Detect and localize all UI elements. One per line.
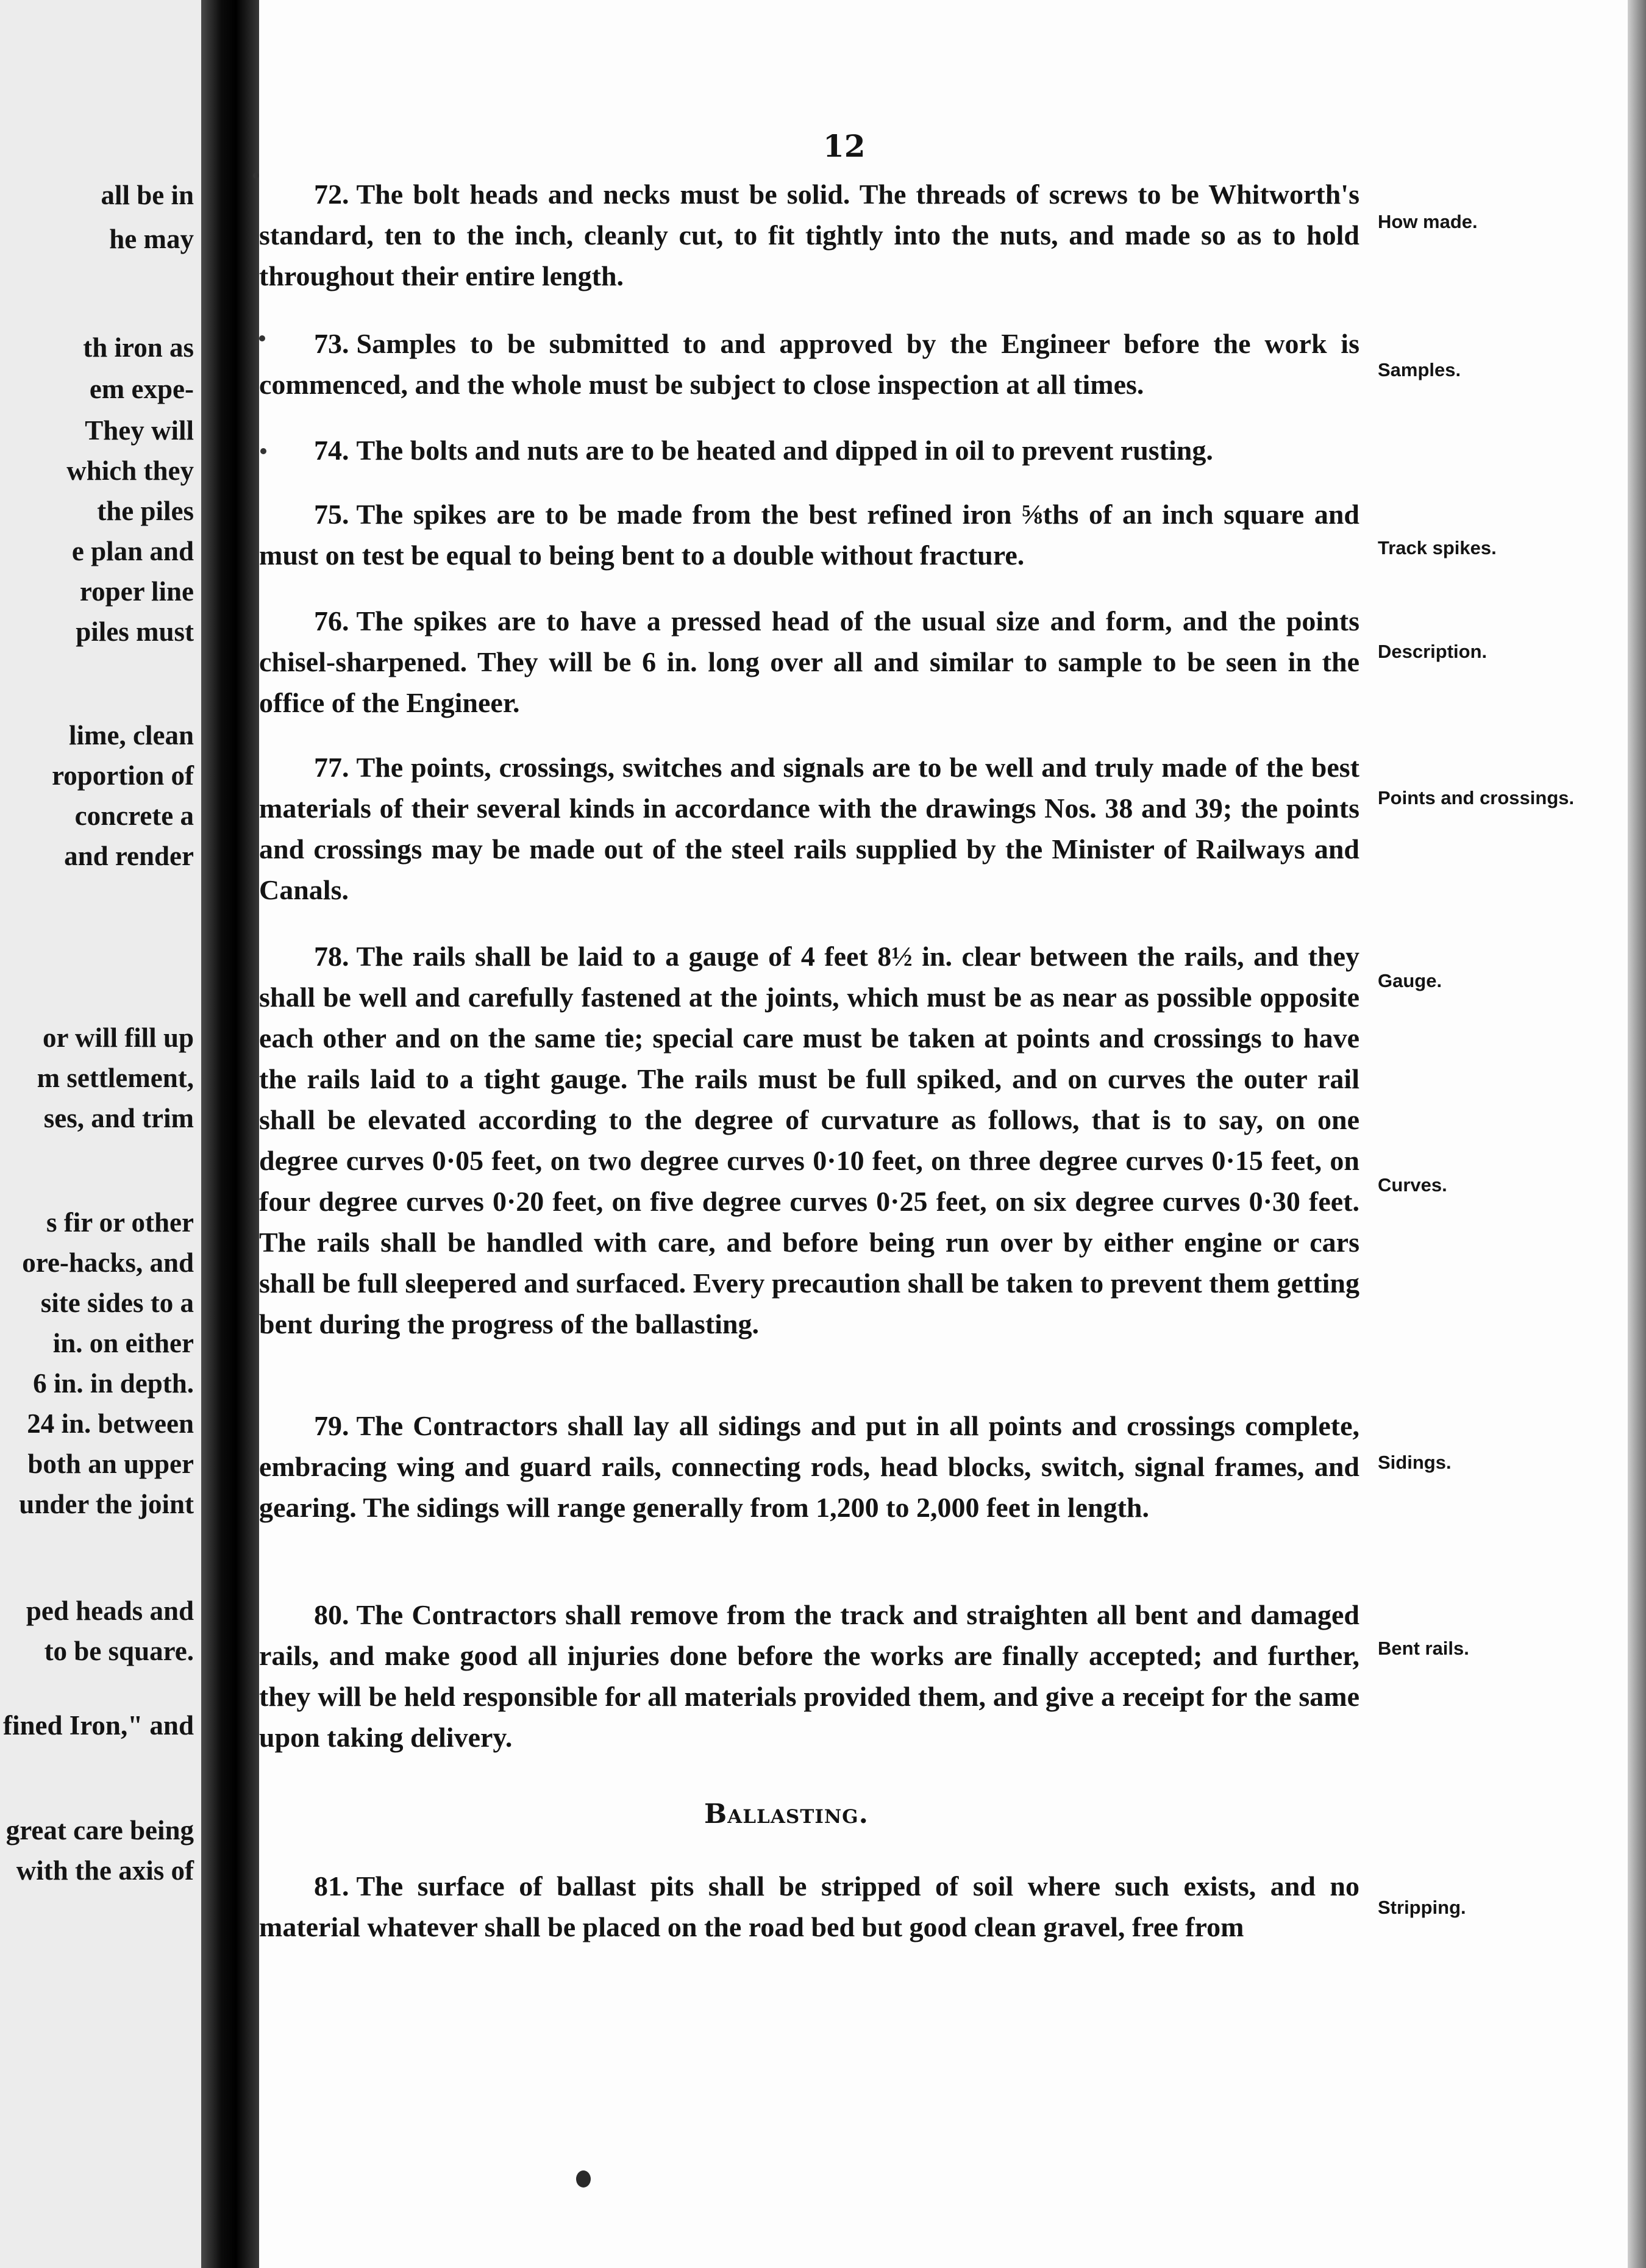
paragraph-text: The rails shall be laid to a gauge of 4 feet 8½ in. clear between the rails, and they shall be well and carefully fastened at the joints, which must be as near as possible opposite each other and on the same tie; special care must be taken at points and crossings to have the rails laid to a tight gauge. The rails must be full spiked, and on curves the outer rail shall be elevated according to the degree of curvature as follows, that is to say, on one degree curves 0·05 feet, on two degree curves 0·10 feet, on three degree curves 0·15 feet, on four degree curves 0·20 feet, on five degree curves 0·25 feet, on six degree curves 0·30 feet. The rails shall be handled with care, and before being run over by either engine or cars shall be full sleepered and surfaced. Every precaution shall be taken to prevent them getting bent during the progress of the ballasting. (259, 941, 1359, 1339)
left-page-line: to be square. (44, 1636, 194, 1666)
paragraph-number: 72. (314, 179, 349, 210)
left-page-line: th iron as (83, 332, 194, 363)
section-heading: Ballasting. (704, 1799, 869, 1830)
paragraph-75 (259, 494, 1359, 576)
left-page-line: with the axis of (16, 1855, 194, 1886)
left-page-line: roportion of (52, 760, 194, 791)
page-number: 12 (823, 128, 866, 164)
paragraph-text: The spikes are to have a pressed head of the usual size and form, and the points chisel-sharpened. They will be 6 in. long over all and similar to sample to be seen in the office of the Engineer. (259, 605, 1359, 718)
side-note: Gauge. (1378, 970, 1442, 991)
paragraph-number: 78. (314, 941, 349, 972)
left-page-line: ore-hacks, and (22, 1247, 194, 1278)
left-page-line: They will (85, 415, 194, 446)
paragraph-number: 74. (314, 435, 349, 466)
ink-blot (576, 2170, 591, 2188)
paragraph-text: The bolts and nuts are to be heated and dipped in oil to prevent rusting. (356, 435, 1213, 466)
left-page-line: lime, clean (69, 720, 194, 751)
right-page (259, 0, 1628, 2268)
paragraph-number: 76. (314, 605, 349, 637)
paragraph-76 (259, 601, 1359, 723)
paragraph-number: 80. (314, 1599, 349, 1630)
left-page-line: all be in (101, 180, 194, 210)
left-page-line: piles must (76, 616, 194, 647)
side-note: Description. (1378, 641, 1487, 662)
paragraph-number: 79. (314, 1410, 349, 1441)
paragraph-number: 73. (314, 328, 349, 359)
left-page-line: site sides to a (40, 1288, 194, 1318)
left-page-line: which they (66, 455, 194, 486)
side-note: How made. (1378, 211, 1478, 232)
left-page-line: under the joint (19, 1489, 194, 1519)
left-page-line: both an upper (27, 1449, 194, 1479)
paragraph-80 (259, 1594, 1359, 1758)
left-page-line: 24 in. between (27, 1408, 194, 1439)
paragraph-text: The surface of ballast pits shall be stripped of soil where such exists, and no material whatever shall be placed on the road bed but good clean gravel, free from (259, 1870, 1359, 1942)
left-page-line: 6 in. in depth. (33, 1368, 194, 1399)
paragraph-text: The points, crossings, switches and signals are to be well and truly made of the best materials of their several kinds in accordance with the drawings Nos. 38 and 39; the points and crossings may be made out of the steel rails supplied by the Minister of Railways and Canals. (259, 752, 1359, 905)
left-page-line: ped heads and (26, 1596, 194, 1626)
side-note: Points and crossings. (1378, 787, 1575, 808)
paragraph-74 (259, 430, 1359, 471)
left-page-fragment (0, 0, 201, 2268)
paragraph-78 (259, 936, 1359, 1344)
side-note: Sidings. (1378, 1452, 1452, 1473)
paragraph-text: The Contractors shall lay all sidings and put in all points and crossings complete, embracing wing and guard rails, connecting rods, head blocks, switch, signal frames, and gearing. The sidings will range generally from 1,200 to 2,000 feet in length. (259, 1410, 1359, 1523)
ink-mark (253, 173, 259, 179)
paragraph-81 (259, 1866, 1359, 1947)
paragraph-text: The bolt heads and necks must be solid. The threads of screws to be Whitworth's standard, ten to the inch, cleanly cut, to fit tightly into the nuts, and made so as to hold throughout their entire length. (259, 179, 1359, 291)
paragraph-number: 81. (314, 1870, 349, 1902)
paragraph-text: Samples to be submitted to and approved by the Engineer before the work is commenced, and the whole must be subject to close inspection at all times. (259, 328, 1359, 400)
left-page-line: em expe- (89, 374, 194, 404)
left-page-line: and render (64, 841, 194, 871)
paragraph-number: 77. (314, 752, 349, 783)
book-gutter (201, 0, 259, 2268)
left-page-line: in. on either (52, 1328, 194, 1358)
paragraph-text: The spikes are to be made from the best refined iron ⅝ths of an inch square and must on test be equal to being bent to a double without fracture. (259, 499, 1359, 571)
paragraph-79 (259, 1405, 1359, 1528)
paragraph-72 (259, 174, 1359, 296)
left-page-line: the piles (97, 496, 194, 526)
left-page-line: fined Iron," and (2, 1710, 194, 1741)
page-edge-shadow (1628, 0, 1646, 2268)
paragraph-number: 75. (314, 499, 349, 530)
left-page-line: roper line (79, 576, 194, 607)
paragraph-77 (259, 747, 1359, 910)
left-page-line: concrete a (74, 801, 194, 831)
left-page-line: great care being (5, 1815, 194, 1845)
left-page-line: he may (109, 224, 194, 254)
paragraph-text: The Contractors shall remove from the track and straighten all bent and damaged rails, and make good all injuries done before the works are finally accepted; and further, they will be held responsible for all materials provided them, and give a receipt for the same upon taking delivery. (259, 1599, 1359, 1753)
side-note: Samples. (1378, 359, 1461, 380)
side-note: Curves. (1378, 1174, 1447, 1196)
side-note: Track spikes. (1378, 537, 1497, 558)
left-page-line: m settlement, (37, 1063, 194, 1093)
left-page-line: e plan and (71, 536, 194, 566)
paragraph-73 (259, 323, 1359, 405)
left-page-line: s fir or other (46, 1207, 194, 1238)
side-note: Bent rails. (1378, 1638, 1469, 1659)
left-page-line: ses, and trim (43, 1103, 194, 1133)
left-page-line: or will fill up (43, 1022, 194, 1053)
side-note: Stripping. (1378, 1897, 1466, 1918)
